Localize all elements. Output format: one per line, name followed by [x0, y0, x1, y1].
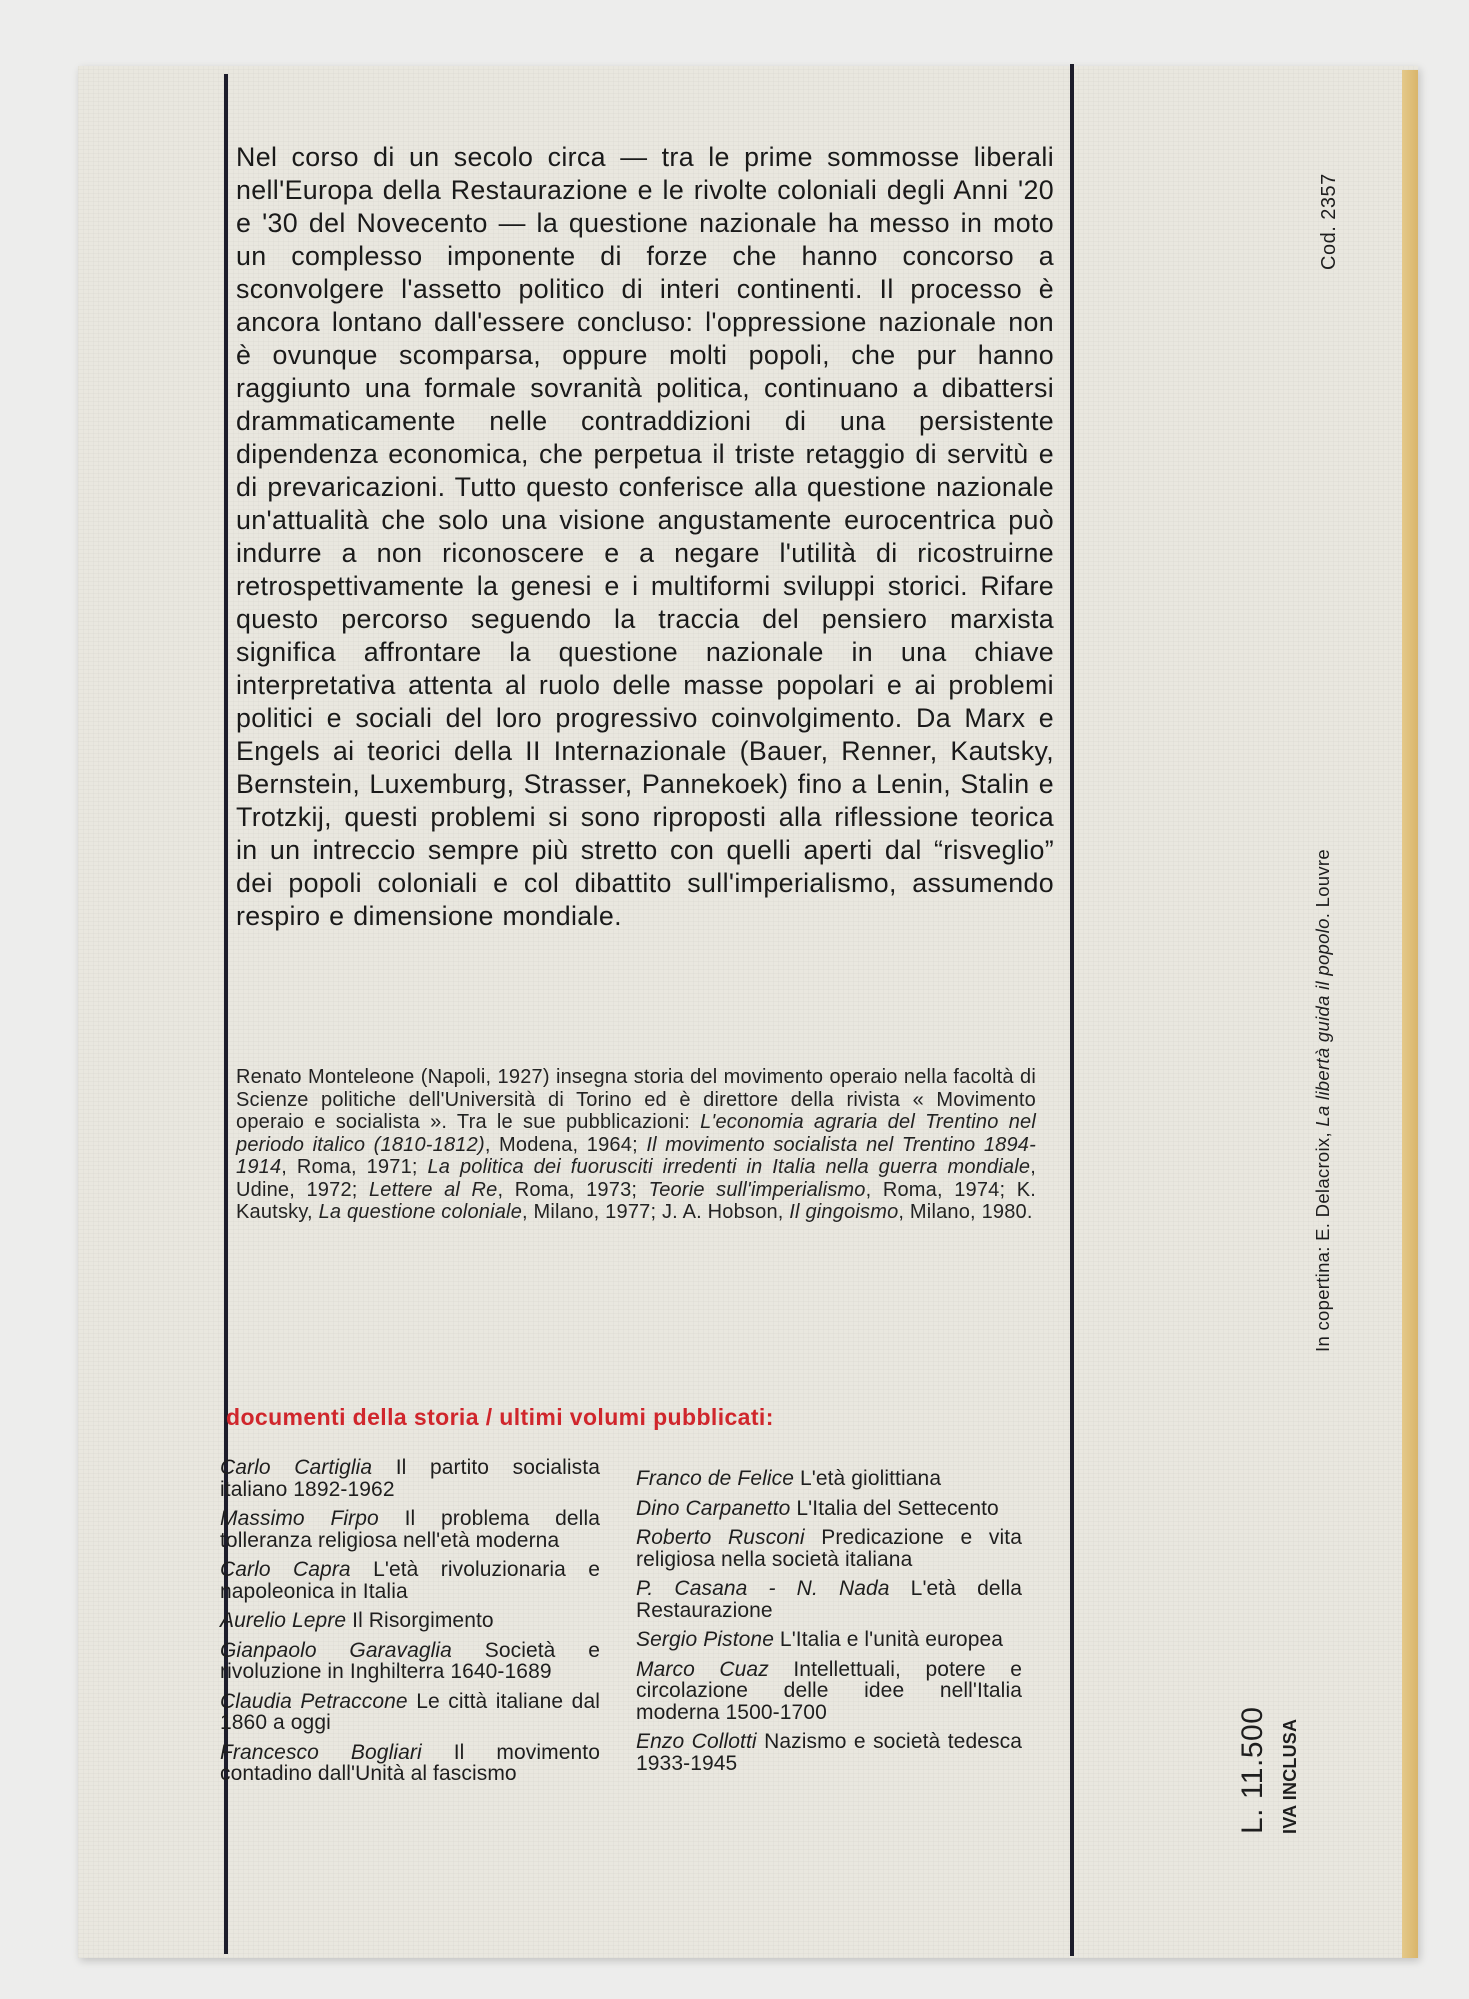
cover-artwork-title: La libertà guida il popolo	[1312, 918, 1333, 1127]
bio-text-segment: , Roma, 1974; K. Kautsky,	[236, 1178, 1036, 1223]
volume-author: Roberto Rusconi	[636, 1526, 805, 1549]
volume-author: P. Casana - N. Nada	[636, 1577, 890, 1600]
volume-entry	[636, 1468, 1022, 1490]
cover-credit-suffix: . Louvre	[1312, 849, 1333, 919]
volume-title: Il problema della tolleranza religiosa nell'età moderna	[220, 1507, 600, 1552]
cover-credit-prefix: In copertina: E. Delacroix,	[1312, 1126, 1333, 1352]
bio-book-title: L'economia agraria del Trentino nel periodo italico (1810-1812)	[236, 1111, 1036, 1156]
product-code: Cod. 2357	[1318, 173, 1340, 270]
volume-entry	[220, 1457, 600, 1500]
volume-title: Le città italiane dal 1860 a oggi	[220, 1689, 600, 1734]
bio-text-segment: , Udine, 1972;	[236, 1156, 1036, 1201]
bio-book-title: La politica dei fuorusciti irredenti in Italia nella guerra mondiale	[427, 1156, 1031, 1178]
volume-author: Massimo Firpo	[220, 1507, 379, 1530]
volume-title: Il movimento contadino dall'Unità al fascismo	[220, 1740, 600, 1785]
volume-author: Carlo Capra	[220, 1558, 351, 1581]
volume-title: Predicazione e vita religiosa nella società italiana	[636, 1526, 1022, 1571]
bio-book-title: Lettere al Re	[368, 1178, 498, 1201]
volumes-right-column	[636, 1468, 1022, 1782]
bio-book-title: Teorie sull'imperialismo	[648, 1178, 866, 1201]
volume-title: Nazismo e società tedesca 1933-1945	[636, 1730, 1022, 1775]
volume-title: L'Italia e l'unità europea	[779, 1628, 1004, 1651]
volume-entry	[636, 1527, 1022, 1570]
bio-text-segment: , Modena, 1964;	[484, 1133, 647, 1156]
volume-author: Claudia Petraccone	[220, 1689, 408, 1713]
volumes-left-column	[220, 1457, 600, 1793]
volume-entry	[636, 1659, 1022, 1724]
volume-entry	[220, 1610, 600, 1632]
volume-author: Carlo Cartiglia	[220, 1456, 373, 1479]
volume-entry	[220, 1640, 600, 1683]
volume-entry	[636, 1578, 1022, 1621]
bio-text-segment: , Milano, 1977; J. A. Hobson,	[522, 1201, 790, 1223]
volume-title: Intellettuali, potere e circolazione delle idee nell'Italia moderna 1500-1700	[636, 1657, 1022, 1724]
volume-author: Marco Cuaz	[636, 1657, 769, 1681]
volume-entry	[636, 1498, 1022, 1520]
volume-title: L'età della Restaurazione	[636, 1577, 1023, 1622]
volume-author: Aurelio Lepre	[220, 1609, 347, 1632]
bio-text-segment: , Roma, 1971;	[281, 1156, 428, 1178]
volume-entry	[220, 1559, 600, 1602]
volume-entry	[220, 1508, 600, 1551]
book-page-edge	[1402, 70, 1418, 1958]
volume-entry	[220, 1742, 600, 1785]
blurb-paragraph: Nel corso di un secolo circa — tra le prime sommosse liberali nell'Europa della Restaurazione e le rivolte coloniali degli Anni '20 e '30 del Novecento — la questione nazionale ha messo in moto un complesso imponente di forze che hanno concorso a sconvolgere l'assetto politico di interi continenti. Il processo è ancora lontano dall'essere concluso: l'oppressione nazionale non è ovunque scomparsa, oppure molti popoli, che pur hanno raggiunto una formale sovranità politica, continuano a dibattersi drammaticamente nelle contraddizioni di una persistente dipendenza economica, che perpetua il triste retaggio di servitù e di prevaricazioni. Tutto questo conferisce alla questione nazionale un'attualità che solo una visione angustamente eurocentrica può indurre a non riconoscere e a negare l'utilità di ricostruirne retrospettivamente la genesi e i multiformi sviluppi storici. Rifare questo percorso seguendo la traccia del pensiero marxista significa affrontare la questione nazionale in una chiave interpretativa attenta al ruolo delle masse popolari e ai problemi politici e sociali del loro progressivo coinvolgimento. Da Marx e Engels ai teorici della II Internazionale (Bauer, Renner, Kautsky, Bernstein, Luxemburg, Strasser, Pannekoek) fino a Lenin, Stalin e Trotzkij, questi problemi si sono riproposti alla riflessione teorica in un intreccio sempre più stretto con quelli aperti dal “risveglio” dei popoli coloniali e col dibattito sull'imperialismo, assumendo respiro e dimensione mondiale.	[236, 142, 1054, 931]
volume-author: Gianpaolo Garavaglia	[220, 1638, 452, 1662]
bio-book-title: Il movimento socialista nel Trentino 1894-1914	[236, 1133, 1036, 1178]
volume-author: Franco de Felice	[636, 1467, 795, 1490]
volume-title: L'età rivoluzionaria e napoleonica in Italia	[220, 1558, 601, 1603]
volume-author: Dino Carpanetto	[636, 1496, 791, 1520]
volume-title: L'Italia del Settecento	[796, 1496, 999, 1520]
bio-text-segment: , Milano, 1980.	[898, 1201, 1033, 1223]
series-title: documenti della storia / ultimi volumi pubblicati:	[226, 1404, 774, 1430]
bio-book-title: Il gingoismo	[789, 1201, 899, 1223]
right-vertical-rule	[1070, 64, 1074, 1956]
volume-entry	[636, 1731, 1022, 1774]
volume-author: Francesco Bogliari	[220, 1740, 422, 1764]
cover-credit	[1312, 849, 1334, 1352]
volume-title: Il Risorgimento	[352, 1609, 494, 1632]
author-bio	[236, 1066, 1036, 1224]
vat-note: IVA INCLUSA	[1280, 1718, 1300, 1834]
volume-entry	[220, 1691, 600, 1734]
volume-title: Società e rivoluzione in Inghilterra 1640-1689	[220, 1638, 600, 1683]
bio-book-title: La questione coloniale	[318, 1201, 523, 1223]
volume-author: Enzo Collotti	[636, 1730, 757, 1753]
volume-title: Il partito socialista italiano 1892-1962	[220, 1456, 600, 1501]
volume-title: L'età giolittiana	[799, 1467, 942, 1490]
volume-entry	[636, 1629, 1022, 1651]
bio-text-segment: Renato Monteleone (Napoli, 1927) insegna storia del movimento operaio nella facoltà di Scienze politiche dell'Università di Torino ed è direttore della rivista « Movimento operaio e socialista ». Tra le sue pubblicazioni:	[236, 1066, 1036, 1133]
volume-author: Sergio Pistone	[636, 1628, 774, 1651]
price-label: L. 11.500	[1236, 1706, 1269, 1834]
bio-text-segment: , Roma, 1973;	[497, 1178, 649, 1201]
